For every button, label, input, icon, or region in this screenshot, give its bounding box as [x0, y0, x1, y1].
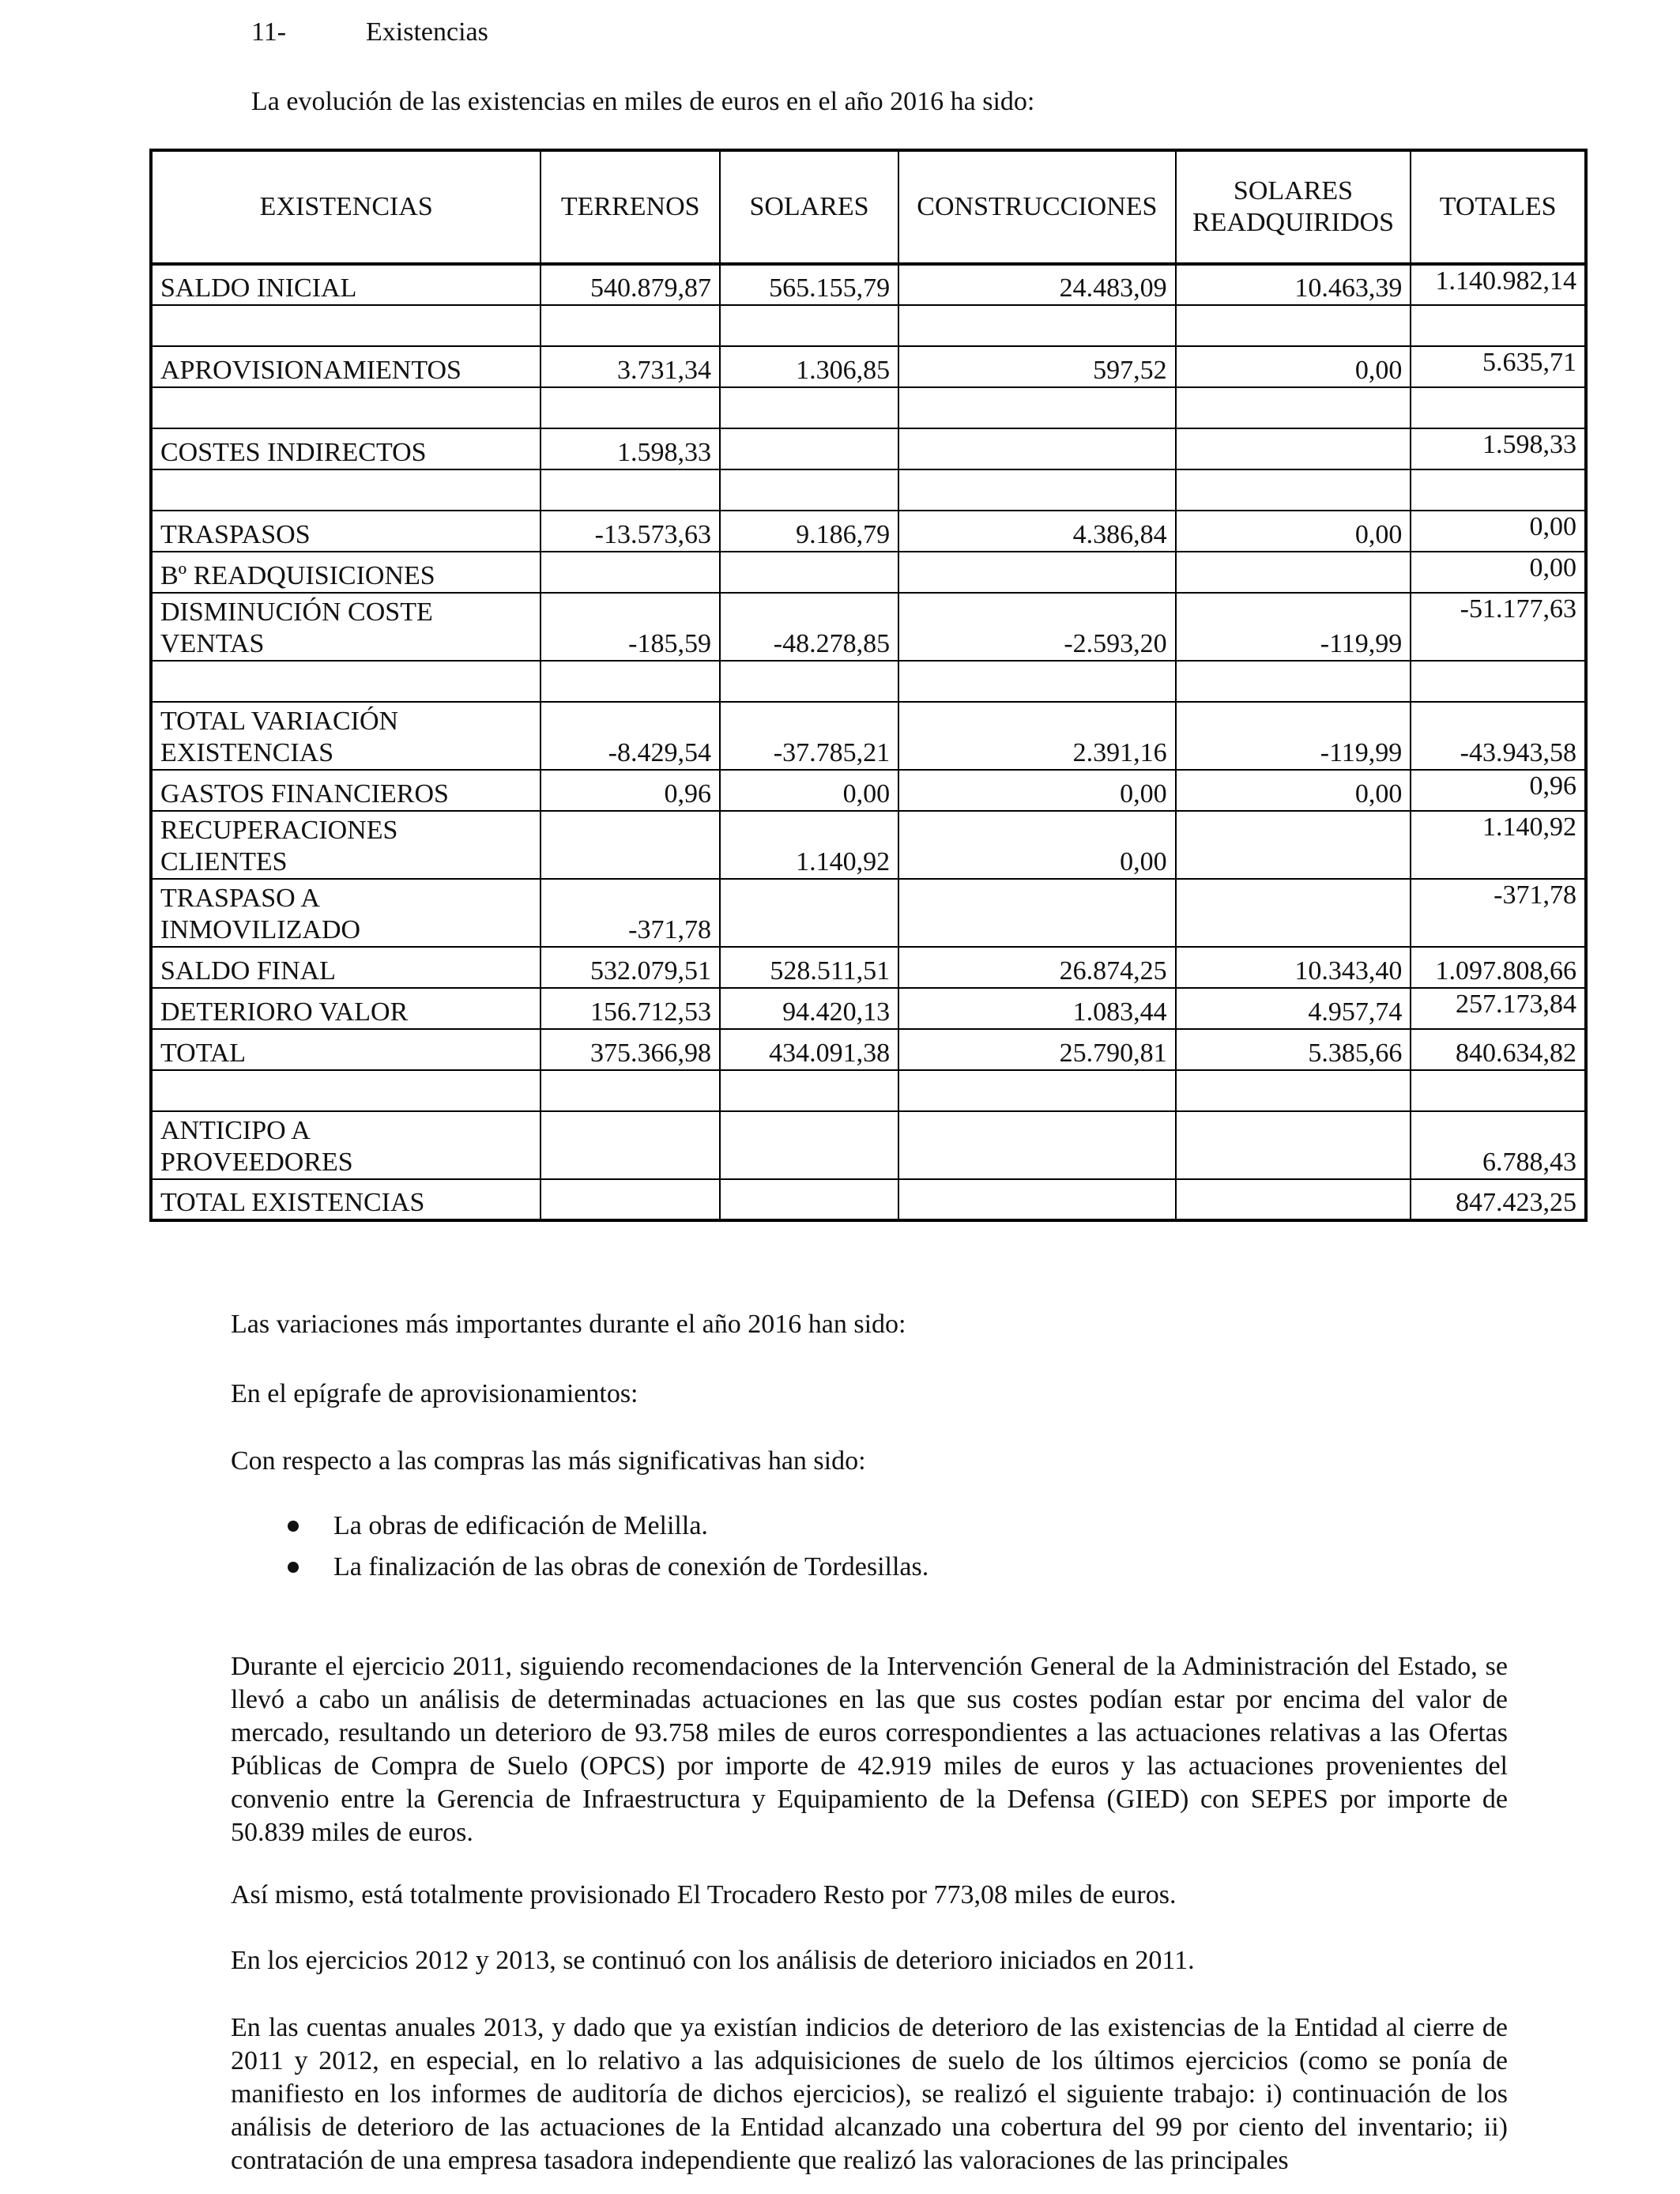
- row-label: TRASPASOS: [151, 511, 541, 552]
- cell-construcciones: 1.083,44: [898, 988, 1176, 1029]
- purchases-paragraph: Con respecto a las compras las más significativas han sido:: [231, 1446, 866, 1476]
- cell-solares: 565.155,79: [720, 264, 898, 305]
- list-item: [231, 1510, 1508, 1551]
- cell-solares-readquiridos: [1176, 1111, 1411, 1179]
- section-heading: [251, 17, 488, 47]
- cell-construcciones: [898, 1111, 1176, 1179]
- cell-solares: -37.785,21: [720, 702, 898, 770]
- table-row: [151, 770, 1586, 811]
- spacer-row: [151, 305, 1586, 346]
- annual-accounts-2013-paragraph: En las cuentas anuales 2013, y dado que ya existían indicios de deterioro de las existencias de la Entidad al cierre de 2011 y 2012, en especial, en lo relativo a las adquisiciones de suelo de los últimos ejercicios (como se ponía de manifiesto en los informes de auditoría de dichos ejercicios), se realizó el siguiente trabajo: i) continuación de los análisis de deterioro de las actuaciones de la Entidad alcanzado una cobertura del 99 por ciento del inventario; ii) contratación de una empresa tasadora independiente que realizó las valoraciones de las principales: [231, 2013, 1508, 2175]
- section-title: Existencias: [366, 17, 488, 47]
- cell-solares: 528.511,51: [720, 947, 898, 988]
- cell-solares-readquiridos: [1176, 428, 1411, 469]
- spacer-row: [151, 469, 1586, 511]
- cell-totales: -43.943,58: [1411, 702, 1586, 770]
- row-label: DETERIORO VALOR: [151, 988, 541, 1029]
- row-label-line-1: DISMINUCIÓN COSTE: [160, 598, 433, 627]
- cell-construcciones: -2.593,20: [898, 593, 1176, 661]
- cell-solares: [720, 879, 898, 947]
- row-label-line-2: PROVEEDORES: [160, 1148, 353, 1177]
- cell-construcciones: 24.483,09: [898, 264, 1176, 305]
- cell-totales: 0,00: [1411, 552, 1586, 593]
- table-row: [151, 552, 1586, 593]
- cell-solares: 1.140,92: [720, 811, 898, 879]
- row-label-line-2: EXISTENCIAS: [160, 738, 334, 767]
- cell-totales: 257.173,84: [1411, 988, 1586, 1029]
- row-label-line-1: TRASPASO A: [160, 884, 320, 913]
- row-label-line-1: ANTICIPO A: [160, 1116, 311, 1145]
- cell-solares-readquiridos: [1176, 879, 1411, 947]
- row-label: [151, 593, 541, 661]
- row-label-line-2: VENTAS: [160, 629, 265, 658]
- inventory-table: [149, 149, 1588, 1222]
- cell-solares: 1.306,85: [720, 346, 898, 387]
- spacer-row: [151, 661, 1586, 702]
- cell-construcciones: 26.874,25: [898, 947, 1176, 988]
- row-label-line-2: INMOVILIZADO: [160, 915, 361, 944]
- cell-solares-readquiridos: 4.957,74: [1176, 988, 1411, 1029]
- cell-construcciones: 597,52: [898, 346, 1176, 387]
- row-label: [151, 811, 541, 879]
- cell-terrenos: -8.429,54: [541, 702, 720, 770]
- table-row: [151, 702, 1586, 770]
- cell-terrenos: 156.712,53: [541, 988, 720, 1029]
- cell-terrenos: [541, 1179, 720, 1220]
- cell-solares-readquiridos: 5.385,66: [1176, 1029, 1411, 1070]
- row-label: Bº READQUISICIONES: [151, 552, 541, 593]
- cell-construcciones: 0,00: [898, 811, 1176, 879]
- header-existencias: EXISTENCIAS: [151, 150, 541, 264]
- cell-construcciones: 0,00: [898, 770, 1176, 811]
- table-row: [151, 264, 1586, 305]
- cell-solares-readquiridos: 0,00: [1176, 346, 1411, 387]
- variations-paragraph: Las variaciones más importantes durante el año 2016 han sido:: [231, 1310, 906, 1339]
- cell-terrenos: 375.366,98: [541, 1029, 720, 1070]
- table-row: [151, 511, 1586, 552]
- cell-solares: -48.278,85: [720, 593, 898, 661]
- row-label: APROVISIONAMIENTOS: [151, 346, 541, 387]
- cell-terrenos: 540.879,87: [541, 264, 720, 305]
- cell-totales: 0,00: [1411, 511, 1586, 552]
- table-row: [151, 346, 1586, 387]
- cell-construcciones: [898, 1179, 1176, 1220]
- bullet-icon: [288, 1521, 299, 1532]
- table-row: [151, 811, 1586, 879]
- table-header-row: [151, 150, 1586, 264]
- cell-solares: [720, 1111, 898, 1179]
- cell-solares-readquiridos: [1176, 552, 1411, 593]
- cell-totales: 1.598,33: [1411, 428, 1586, 469]
- cell-totales: 840.634,82: [1411, 1029, 1586, 1070]
- bullet-icon: [288, 1562, 299, 1573]
- deterioration-2011-paragraph: Durante el ejercicio 2011, siguiendo recomendaciones de la Intervención General de la Administración del Estado, se llevó a cabo un análisis de determinadas actuaciones en las que sus costes podían estar por encima del valor de mercado, resultando un deterioro de 93.758 miles de euros correspondientes a las actuaciones relativas a las Ofertas Públicas de Compra de Suelo (OPCS) por importe de 42.919 miles de euros y las actuaciones provenientes del convenio entre la Gerencia de Infraestructura y Equipamiento de la Defensa (GIED) con SEPES por importe de 50.839 miles de euros.: [231, 1652, 1508, 1847]
- row-label: [151, 1111, 541, 1179]
- cell-solares-readquiridos: [1176, 1179, 1411, 1220]
- cell-solares-readquiridos: 0,00: [1176, 511, 1411, 552]
- header-totales: TOTALES: [1411, 150, 1586, 264]
- row-label-line-1: TOTAL VARIACIÓN: [160, 707, 399, 736]
- row-label: COSTES INDIRECTOS: [151, 428, 541, 469]
- cell-terrenos: -13.573,63: [541, 511, 720, 552]
- row-label: [151, 879, 541, 947]
- cell-solares: 9.186,79: [720, 511, 898, 552]
- row-label-line-1: RECUPERACIONES: [160, 816, 398, 845]
- intro-text: La evolución de las existencias en miles de euros en el año 2016 ha sido:: [251, 87, 1035, 116]
- row-label: GASTOS FINANCIEROS: [151, 770, 541, 811]
- cell-solares-readquiridos: 10.343,40: [1176, 947, 1411, 988]
- cell-construcciones: 4.386,84: [898, 511, 1176, 552]
- header-terrenos: TERRENOS: [541, 150, 720, 264]
- cell-terrenos: [541, 811, 720, 879]
- cell-totales: 5.635,71: [1411, 346, 1586, 387]
- cell-solares-readquiridos: -119,99: [1176, 593, 1411, 661]
- trocadero-paragraph: Así mismo, está totalmente provisionado El Trocadero Resto por 773,08 miles de euros.: [231, 1880, 1177, 1909]
- cell-terrenos: 0,96: [541, 770, 720, 811]
- cell-totales: -51.177,63: [1411, 593, 1586, 661]
- table-row: [151, 1111, 1586, 1179]
- list-item-text: La finalización de las obras de conexión de Tordesillas.: [333, 1552, 929, 1581]
- cell-terrenos: [541, 552, 720, 593]
- analysis-2012-2013-paragraph: En los ejercicios 2012 y 2013, se continuó con los análisis de deterioro iniciados en 2011.: [231, 1946, 1195, 1975]
- cell-terrenos: 532.079,51: [541, 947, 720, 988]
- cell-solares-readquiridos: -119,99: [1176, 702, 1411, 770]
- row-label: SALDO INICIAL: [151, 264, 541, 305]
- header-solares-readquiridos: SOLARES READQUIRIDOS: [1176, 150, 1411, 264]
- cell-construcciones: [898, 428, 1176, 469]
- cell-construcciones: [898, 879, 1176, 947]
- cell-totales: 847.423,25: [1411, 1179, 1586, 1220]
- cell-terrenos: -185,59: [541, 593, 720, 661]
- cell-solares-readquiridos: [1176, 811, 1411, 879]
- cell-solares: 0,00: [720, 770, 898, 811]
- cell-solares: 434.091,38: [720, 1029, 898, 1070]
- table-row: [151, 1179, 1586, 1220]
- cell-solares: 94.420,13: [720, 988, 898, 1029]
- epigraph-paragraph: En el epígrafe de aprovisionamientos:: [231, 1379, 638, 1408]
- row-label: [151, 702, 541, 770]
- row-label: SALDO FINAL: [151, 947, 541, 988]
- cell-totales: 0,96: [1411, 770, 1586, 811]
- cell-totales: 1.140.982,14: [1411, 264, 1586, 305]
- row-label: TOTAL: [151, 1029, 541, 1070]
- cell-terrenos: -371,78: [541, 879, 720, 947]
- cell-solares: [720, 428, 898, 469]
- purchases-list: [231, 1510, 1508, 1592]
- table-row: [151, 1029, 1586, 1070]
- list-item: [231, 1551, 1508, 1592]
- list-item-text: La obras de edificación de Melilla.: [333, 1511, 708, 1540]
- cell-solares-readquiridos: 10.463,39: [1176, 264, 1411, 305]
- cell-terrenos: 3.731,34: [541, 346, 720, 387]
- section-number: 11-: [251, 17, 287, 47]
- table-row: [151, 593, 1586, 661]
- header-construcciones: CONSTRUCCIONES: [898, 150, 1176, 264]
- cell-construcciones: 2.391,16: [898, 702, 1176, 770]
- cell-solares: [720, 1179, 898, 1220]
- spacer-row: [151, 1070, 1586, 1111]
- cell-construcciones: 25.790,81: [898, 1029, 1176, 1070]
- cell-terrenos: 1.598,33: [541, 428, 720, 469]
- cell-totales: 1.097.808,66: [1411, 947, 1586, 988]
- cell-terrenos: [541, 1111, 720, 1179]
- spacer-row: [151, 387, 1586, 428]
- cell-solares-readquiridos: 0,00: [1176, 770, 1411, 811]
- cell-totales: 1.140,92: [1411, 811, 1586, 879]
- table-row: [151, 947, 1586, 988]
- table-row: [151, 988, 1586, 1029]
- cell-solares: [720, 552, 898, 593]
- table-row: [151, 428, 1586, 469]
- table-row: [151, 879, 1586, 947]
- header-solares: SOLARES: [720, 150, 898, 264]
- cell-totales: -371,78: [1411, 879, 1586, 947]
- row-label: TOTAL EXISTENCIAS: [151, 1179, 541, 1220]
- cell-construcciones: [898, 552, 1176, 593]
- row-label-line-2: CLIENTES: [160, 847, 288, 876]
- cell-totales: 6.788,43: [1411, 1111, 1586, 1179]
